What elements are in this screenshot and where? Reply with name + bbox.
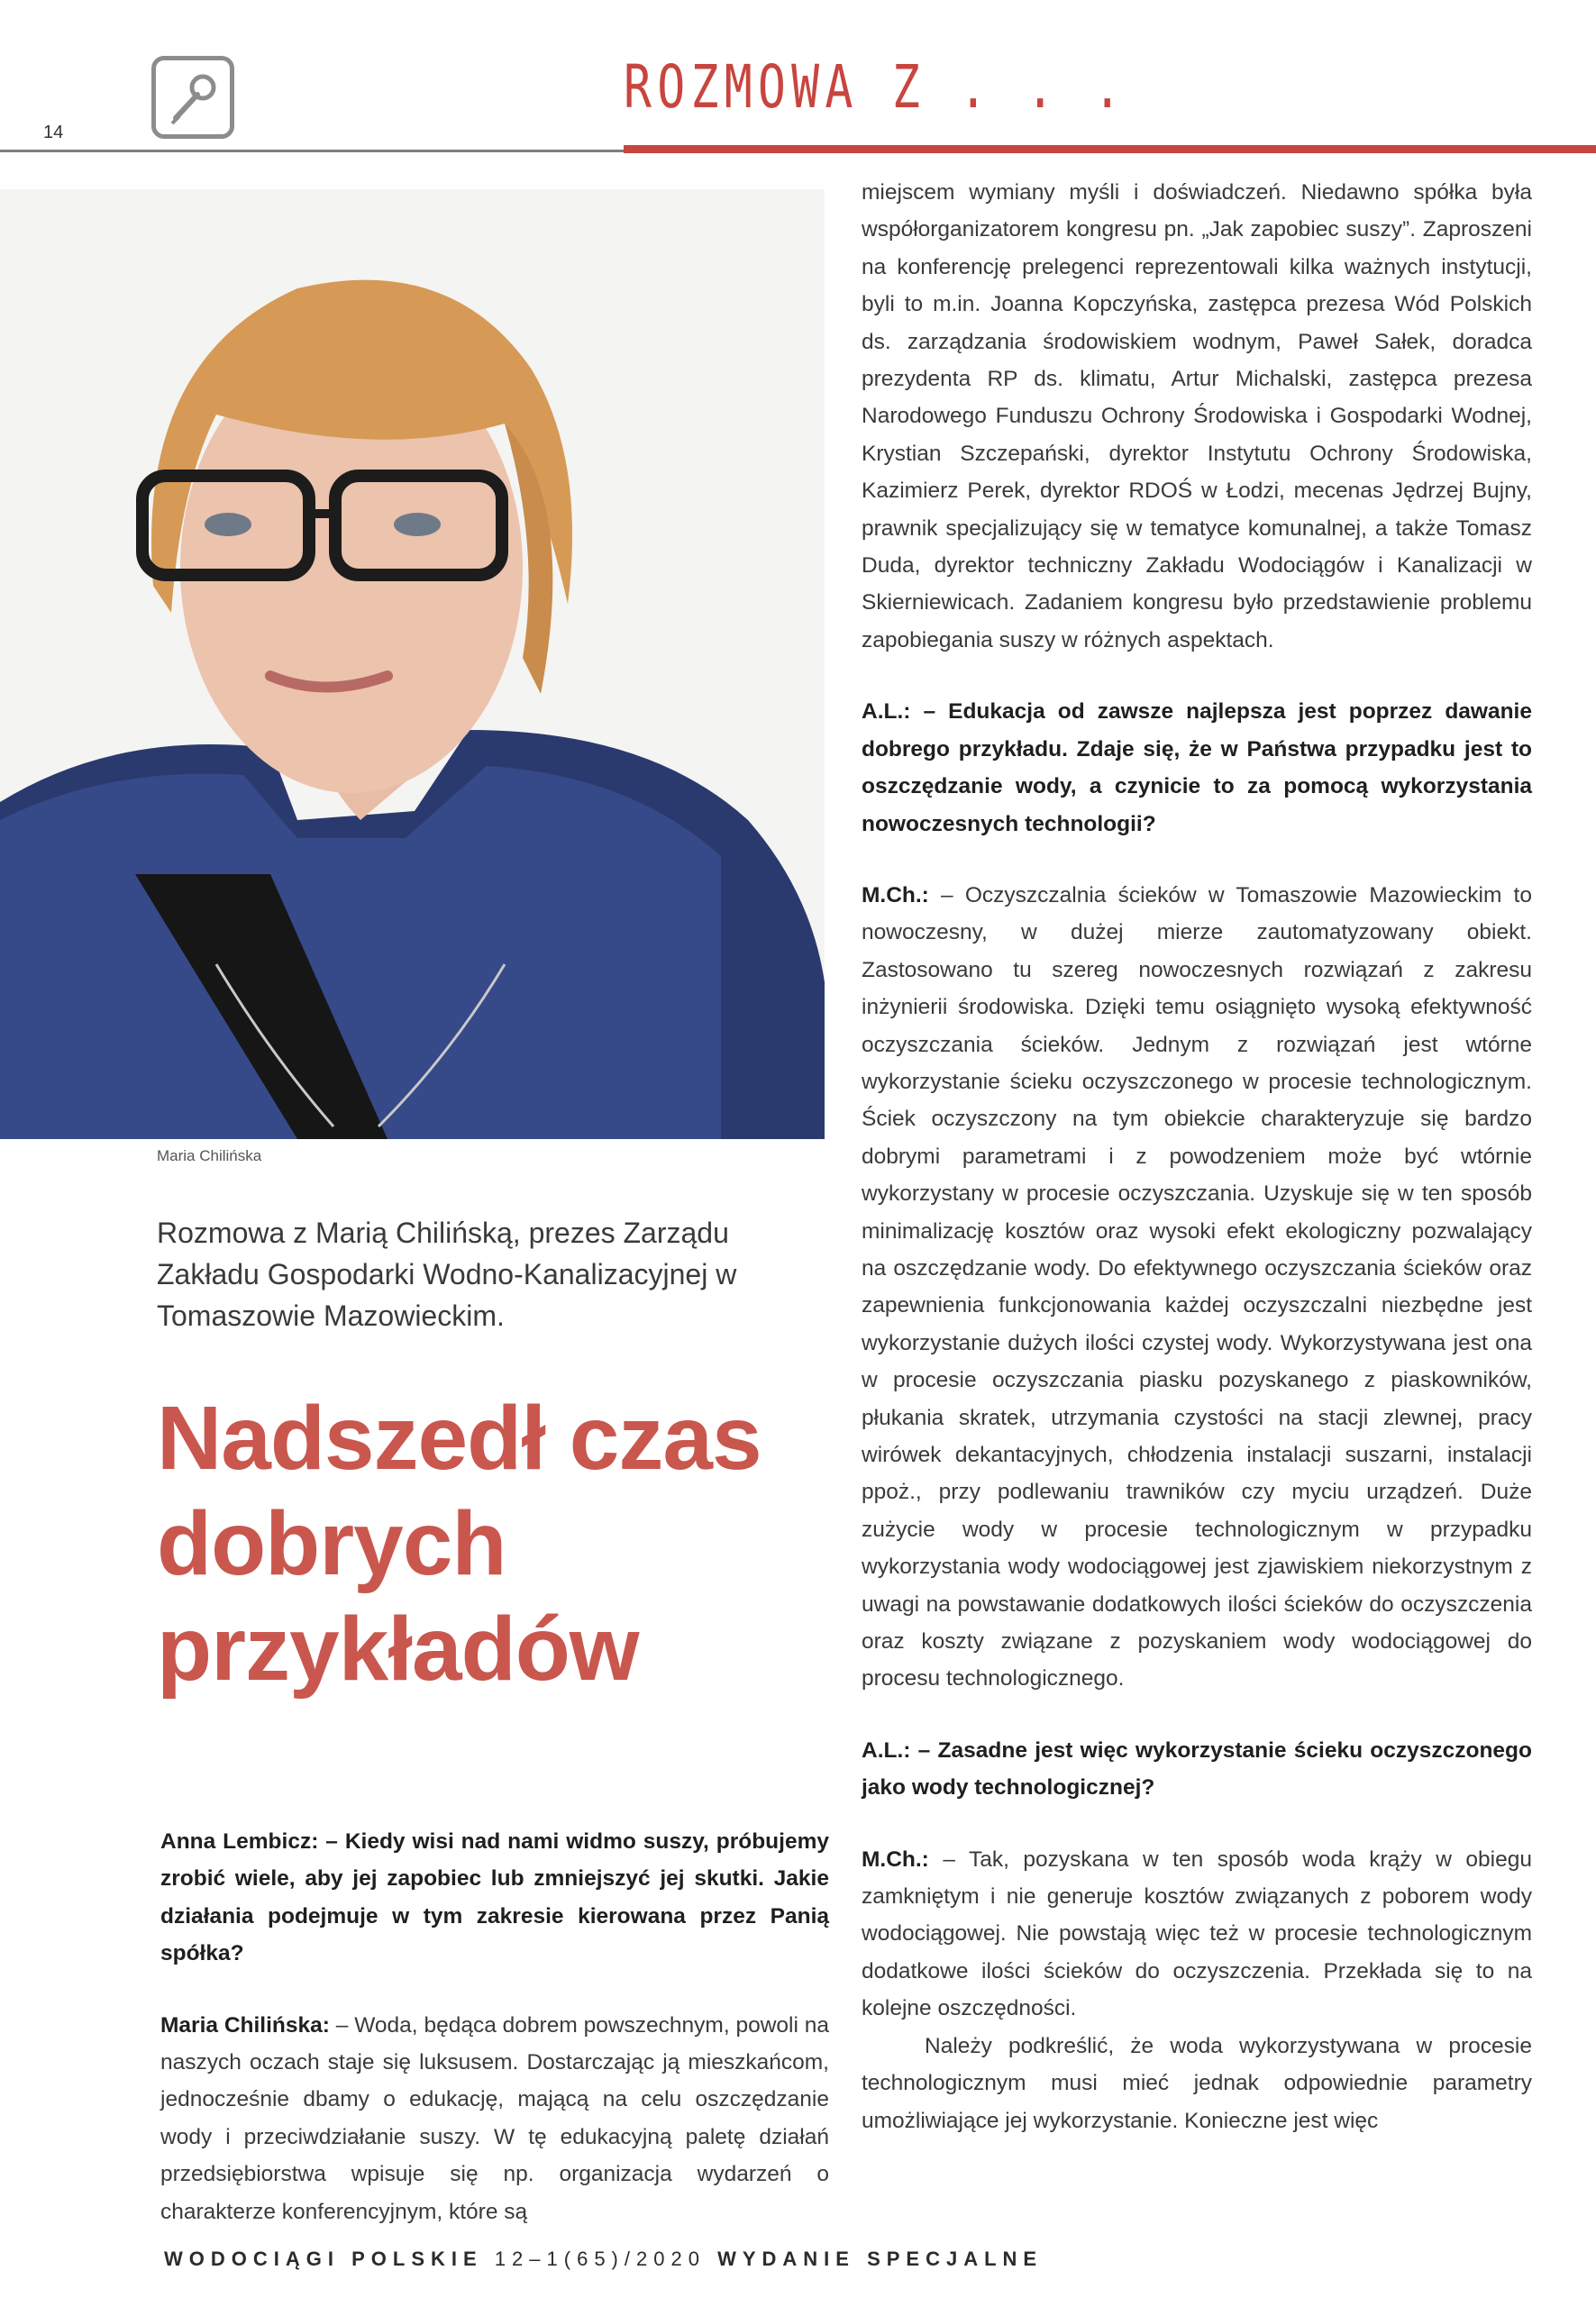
answer-2-text: – Oczyszczalnia ścieków w Tomaszowie Mazowieckim to nowoczesny, w dużej mierze zautomatyzowany obiekt. Zastosowano tu szereg nowoczesnych rozwiązań z zakresu inżynierii środowiska. Dzięki temu osiągnięto wysoką efektywność oczyszczania ścieków. Jednym z rozwiązań jest wtórne wykorzystanie ścieku oczyszczonego w procesie technologicznym. Ściek oczyszczony na tym obiekcie charakteryzuje się bardzo dobrymi parametrami i z powodzeniem może być wtórnie wykorzystany w procesie oczyszczania. Uzyskuje się w ten sposób minimalizację kosztów oraz wysoki efekt ekologiczny pozwalający na oszczędzanie wody. Do efektywnego oczyszczania ścieków oraz zapewnienia funkcjonowania każdej oczyszczalni niezbędne jest wykorzystanie dużych ilości czystej wody. Wykorzystywana jest ona w procesie oczyszczania piasku pozyskanego z piaskowników, płukania skratek, utrzymania czystości na stacji zlewnej, pracy wirówek dekantacyjnych, chłodzenia instalacji suszarni, instalacji ppoż., przy podlewaniu trawników czy myciu urządzeń. Duże zużycie wody w procesie technologicznym w przypadku wykorzystania wody wodociągowej jest zjawiskiem niekorzystnym z uwagi na powstawanie dodatkowych ilości ścieków do oczyszczenia oraz koszty związane z pozyskaniem wody wodociągowej do procesu technologicznego.	[862, 882, 1532, 1691]
speaker-label: M.Ch.:	[862, 882, 929, 907]
edition-label: WYDANIE SPECJALNE	[717, 2248, 1044, 2270]
publication-name: WODOCIĄGI POLSKIE	[164, 2248, 483, 2270]
microphone-icon	[151, 56, 234, 139]
answer-1-text: – Woda, będąca dobrem powszechnym, powoli na naszych oczach staje się luksusem. Dostarczając ją mieszkańcom, jednocześnie dbamy o edukację, mającą na celu oszczędzanie wody i przeciwdziałanie suszy. W tę edukacyjną paletę działań przedsiębiorstwa wpisuje się np. organizacja wydarzeń o charakterze konferencyjnym, które są	[160, 2012, 830, 2224]
page-footer	[164, 2248, 1043, 2271]
speaker-label: M.Ch.:	[862, 1847, 929, 1872]
portrait-photo	[0, 189, 825, 1139]
question-1: Anna Lembicz: – Kiedy wisi nad nami widmo suszy, próbujemy zrobić wiele, aby jej zapobiec lub zmniejszyć jej skutki. Jakie działania podejmuje w tym zakresie kierowana przez Panią spółka?	[160, 1829, 829, 1966]
question-3: A.L.: – Zasadne jest więc wykorzystanie ścieku oczyszczonego jako wody technologicznej?	[862, 1737, 1532, 1801]
page-number: 14	[43, 123, 64, 142]
answer-3-text: – Tak, pozyskana w ten sposób woda krąży w obiegu zamkniętym i nie generuje kosztów związanych z poborem wody wodociągowej. Nie powstają więc też w procesie technologicznym dodatkowe ilości ścieków do oczyszczenia. Przekłada się to na kolejne oszczędności.	[862, 1847, 1532, 2021]
question-2: A.L.: – Edukacja od zawsze najlepsza jest poprzez dawanie dobrego przykładu. Zdaje się, że w Państwa przypadku jest to oszczędzanie wody, a czynicie to za pomocą wykorzystania nowoczesnych technologii?	[862, 699, 1532, 836]
headline-line-1: Nadszedł czas	[157, 1388, 762, 1489]
headline-line-2: dobrych	[157, 1493, 506, 1594]
answer-1	[160, 2007, 829, 2230]
paragraph-continued: miejscem wymiany myśli i doświadczeń. Niedawno spółka była współorganizatorem kongresu pn. „Jak zapobiec suszy”. Zaproszeni na konferencję prelegenci reprezentowali kilka ważnych instytucji, byli to m.in. Joanna Kopczyńska, zastępca prezesa Wód Polskich ds. zarządzania środowiskiem wodnym, Paweł Sałek, doradca prezydenta RP ds. klimatu, Artur Michalski, zastępca prezesa Narodowego Funduszu Ochrony Środowiska i Gospodarki Wodnej, Krystian Szczepański, dyrektor Instytutu Ochrony Środowiska, Kazimierz Perek, dyrektor RDOŚ w Łodzi, mecenas Jędrzej Bujny, prawnik specjalizujący się w tematyce komunalnej, a także Tomasz Duda, dyrektor techniczny Zakładu Wodociągów i Kanalizacji w Skierniewicach. Zadaniem kongresu było przedstawienie problemu zapobiegania suszy w różnych aspektach.	[862, 180, 1532, 652]
article-headline	[157, 1386, 806, 1702]
photo-caption: Maria Chilińska	[157, 1147, 262, 1164]
left-column	[160, 1823, 829, 2230]
answer-2	[862, 877, 1532, 1698]
section-title: ROZMOWA Z . . .	[624, 52, 1127, 122]
answer-3	[862, 1841, 1532, 2028]
right-column	[862, 174, 1532, 2139]
headline-line-3: przykładów	[157, 1599, 639, 1700]
header-accent-rule	[624, 145, 1596, 153]
speaker-label: Maria Chilińska:	[160, 2012, 330, 2038]
paragraph-last: Należy podkreślić, że woda wykorzystywana w procesie technologicznym musi mieć jednak odpowiednie parametry umożliwiające jej wykorzystanie. Konieczne jest więc	[862, 2033, 1532, 2133]
issue-number: 12–1(65)/2020	[494, 2248, 706, 2270]
intro-text: Rozmowa z Marią Chilińską, prezes Zarządu Zakładu Gospodarki Wodno-Kanalizacyjnej w Tomaszowie Mazowieckim.	[157, 1217, 737, 1332]
